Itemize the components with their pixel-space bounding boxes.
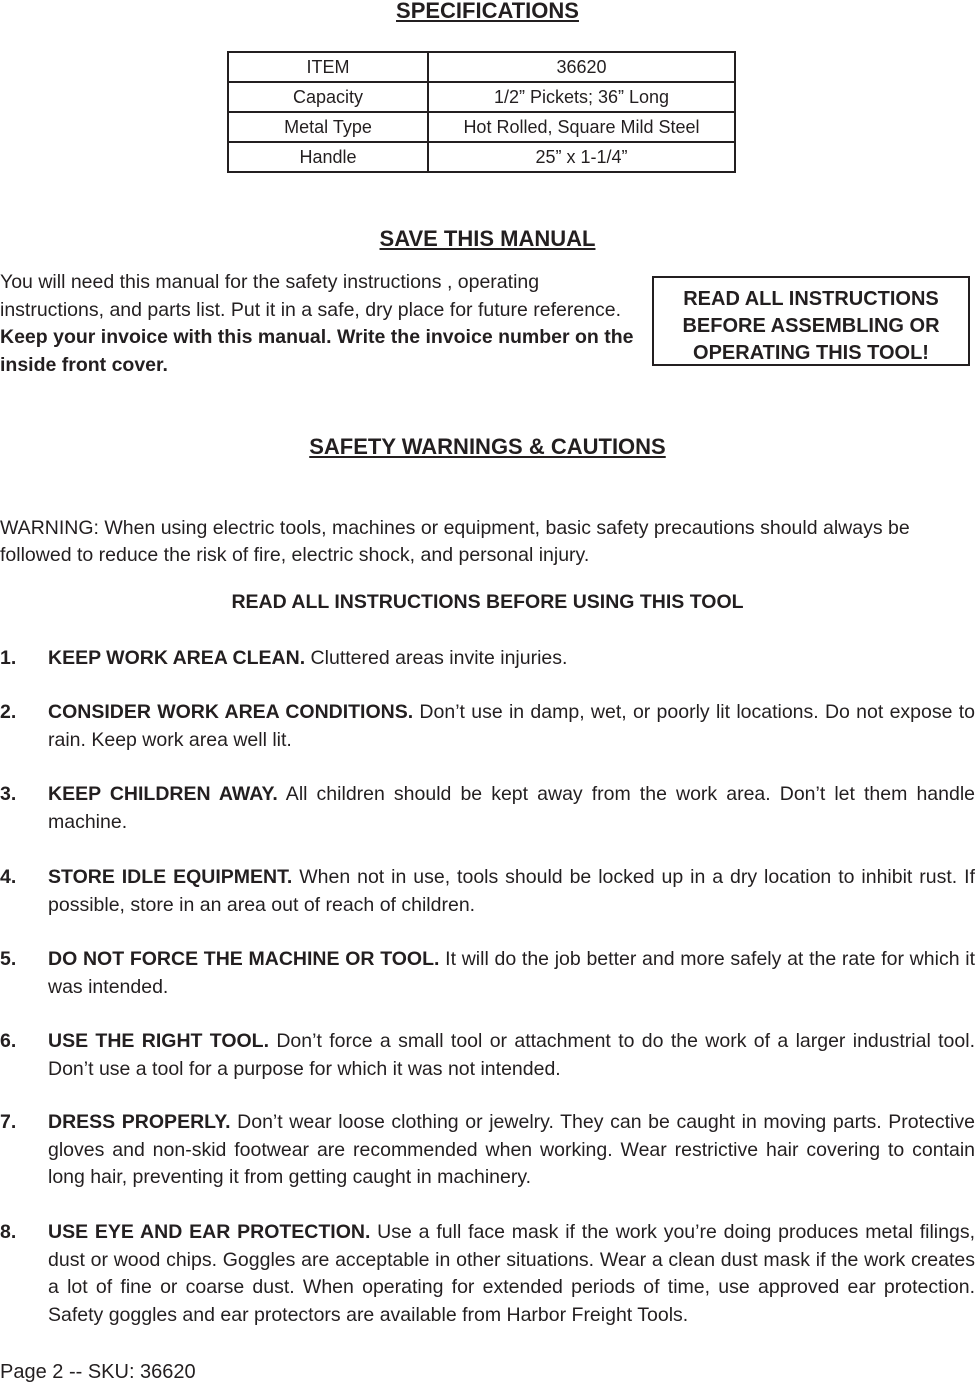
spec-label: Handle	[228, 142, 428, 172]
rule-number: 2.	[0, 701, 17, 723]
table-row	[228, 52, 735, 82]
rule-body: Don’t force a small tool or attachment to do the work of a larger industrial tool. Don’t use a tool for a purpose for which it was not intended.	[48, 1030, 975, 1080]
rule-title: CONSIDER WORK AREA CONDITIONS.	[48, 701, 414, 723]
spec-value: 25” x 1-1/4”	[428, 142, 735, 172]
spec-label: ITEM	[228, 52, 428, 82]
rule-body: All children should be kept away from the work area. Don’t let them handle machine.	[48, 783, 975, 833]
rule-number: 8.	[0, 1221, 17, 1243]
rule-title: STORE IDLE EQUIPMENT.	[48, 866, 293, 888]
rule-text	[48, 645, 975, 673]
save-manual-heading: SAVE THIS MANUAL	[379, 226, 596, 251]
list-item	[0, 699, 975, 754]
notice-line: OPERATING THIS TOOL!	[693, 342, 929, 364]
rule-number: 4.	[0, 866, 17, 888]
rule-body: Don’t use in damp, wet, or poorly lit locations. Do not expose to rain. Keep work area well lit.	[48, 701, 975, 751]
rule-text	[48, 781, 975, 836]
rule-number: 1.	[0, 647, 17, 669]
safety-heading: SAFETY WARNINGS & CAUTIONS	[309, 434, 666, 459]
rule-title: USE THE RIGHT TOOL.	[48, 1030, 269, 1052]
notice-line: BEFORE ASSEMBLING OR	[682, 315, 940, 337]
rule-text	[48, 1028, 975, 1083]
rule-number: 6.	[0, 1030, 17, 1052]
warning-text: WARNING: When using electric tools, machines or equipment, basic safety precautions should always be followed to reduce the risk of fire, electric shock, and personal injury.	[0, 517, 910, 566]
notice-line: READ ALL INSTRUCTIONS	[683, 288, 939, 310]
list-item	[0, 864, 975, 919]
rule-body: Cluttered areas invite injuries.	[305, 647, 568, 669]
list-item	[0, 1109, 975, 1192]
rule-text	[48, 864, 975, 919]
save-manual-text	[0, 269, 640, 379]
page-footer: Page 2 -- SKU: 36620	[0, 1361, 196, 1383]
spec-label: Metal Type	[228, 112, 428, 142]
list-item	[0, 946, 975, 1001]
spec-value: Hot Rolled, Square Mild Steel	[428, 112, 735, 142]
specifications-table	[227, 51, 736, 173]
rule-number: 3.	[0, 783, 17, 805]
table-row	[228, 112, 735, 142]
rule-title: KEEP WORK AREA CLEAN.	[48, 647, 306, 669]
list-item	[0, 645, 975, 673]
rule-title: USE EYE AND EAR PROTECTION.	[48, 1221, 371, 1243]
rule-title: DO NOT FORCE THE MACHINE OR TOOL.	[48, 948, 440, 970]
read-all-instructions: READ ALL INSTRUCTIONS BEFORE USING THIS TOOL	[231, 591, 744, 613]
rule-body: Don’t wear loose clothing or jewelry. They can be caught in moving parts. Protective gloves and non-skid footwear are recommended when working. Wear restrictive hair covering to contain long hair, preventing it from getting caught in machinery.	[48, 1111, 975, 1188]
rule-title: KEEP CHILDREN AWAY.	[48, 783, 278, 805]
rule-text	[48, 1109, 975, 1192]
rule-body: Use a full face mask if the work you’re doing produces metal filings, dust or wood chips. Goggles are acceptable in other situations. Wear a clean dust mask if the work creates a lot of fine or coarse dust. When operating for extended periods of time, use approved ear protection. Safety goggles and ear protectors are available from Harbor Freight Tools.	[48, 1221, 975, 1326]
rule-title: DRESS PROPERLY.	[48, 1111, 231, 1133]
list-item	[0, 1219, 975, 1329]
spec-label: Capacity	[228, 82, 428, 112]
table-row	[228, 82, 735, 112]
rule-text	[48, 699, 975, 754]
rule-body: When not in use, tools should be locked up in a dry location to inhibit rust. If possible, store in an area out of reach of children.	[48, 866, 975, 916]
rule-body: It will do the job better and more safely at the rate for which it was intended.	[48, 948, 975, 998]
save-manual-bold: Keep your invoice with this manual. Write the invoice number on the inside front cover.	[0, 326, 634, 376]
list-item	[0, 1028, 975, 1083]
list-item	[0, 781, 975, 836]
rule-number: 7.	[0, 1111, 17, 1133]
spec-value: 36620	[428, 52, 735, 82]
save-manual-body: You will need this manual for the safety instructions , operating instructions, and parts list. Put it in a safe, dry place for future reference.	[0, 271, 622, 321]
table-row	[228, 142, 735, 172]
rule-number: 5.	[0, 948, 17, 970]
rule-text	[48, 1219, 975, 1329]
read-instructions-notice	[652, 276, 970, 366]
specifications-heading: SPECIFICATIONS	[396, 0, 579, 23]
rule-text	[48, 946, 975, 1001]
spec-value: 1/2” Pickets; 36” Long	[428, 82, 735, 112]
